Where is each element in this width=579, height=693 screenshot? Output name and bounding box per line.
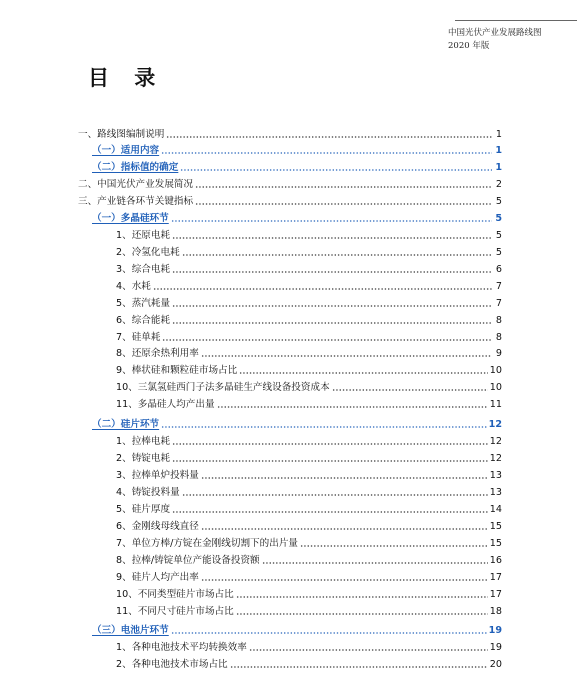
toc-entry[interactable] [116, 588, 502, 601]
toc-dot-leader [332, 389, 488, 391]
toc-entry[interactable] [116, 452, 502, 465]
toc-dot-leader [172, 443, 488, 445]
toc-entry-label: 1、还原电耗 [116, 230, 171, 241]
toc-entry-page-number: 9 [495, 348, 502, 359]
toc-entry-label: 11、不同尺寸硅片市场占比 [116, 606, 234, 617]
toc-dot-leader [236, 613, 488, 615]
toc-entry[interactable] [116, 381, 502, 394]
toc-entry-label: 1、拉棒电耗 [116, 436, 171, 447]
toc-entry-page-number: 12 [489, 436, 502, 447]
toc-entry-page-number: 19 [489, 642, 502, 653]
toc-entry-page-number: 2 [495, 179, 502, 190]
toc-dot-leader [161, 152, 492, 154]
toc-entry[interactable] [92, 212, 502, 225]
toc-dot-leader [249, 649, 488, 651]
toc-dot-leader [171, 220, 492, 222]
toc-entry[interactable] [78, 195, 502, 208]
toc-entry-page-number: 7 [495, 298, 502, 309]
toc-entry-label: （一）适用内容 [92, 145, 160, 156]
toc-dot-leader [217, 406, 488, 408]
toc-dot-leader [230, 666, 488, 668]
toc-dot-leader [300, 545, 488, 547]
toc-entry[interactable] [78, 128, 502, 141]
toc-entry[interactable] [116, 435, 502, 448]
toc-entry[interactable] [92, 144, 502, 157]
toc-entry[interactable] [116, 658, 502, 671]
toc-entry-page-number: 18 [489, 606, 502, 617]
toc-entry[interactable] [116, 347, 502, 360]
toc-entry-label: 8、还原余热利用率 [116, 348, 199, 359]
toc-entry[interactable] [116, 314, 502, 327]
toc-entry-label: （二）硅片环节 [92, 419, 160, 430]
toc-entry-page-number: 15 [489, 521, 502, 532]
toc-dot-leader [172, 460, 488, 462]
toc-entry-label: 9、硅片人均产出率 [116, 572, 199, 583]
toc-dot-leader [172, 237, 492, 239]
toc-entry[interactable] [116, 605, 502, 618]
toc-entry-label: 3、拉棒单炉投料量 [116, 470, 199, 481]
toc-dot-leader [201, 528, 488, 530]
toc-entry-page-number: 17 [489, 589, 502, 600]
toc-entry-page-number: 17 [489, 572, 502, 583]
toc-entry-page-number: 12 [488, 419, 502, 430]
toc-dot-leader [239, 372, 488, 374]
toc-entry-page-number: 16 [489, 555, 502, 566]
toc-dot-leader [201, 579, 488, 581]
toc-dot-leader [201, 477, 488, 479]
toc-entry[interactable] [116, 263, 502, 276]
toc-entry-label: （一）多晶硅环节 [92, 213, 169, 224]
toc-entry-label: 6、金刚线母线直径 [116, 521, 199, 532]
header-edition: 2020 年版 [448, 41, 490, 51]
toc-entry-label: （三）电池片环节 [92, 625, 169, 636]
toc-entry-label: 2、冷氢化电耗 [116, 247, 180, 258]
toc-entry[interactable] [116, 641, 502, 654]
toc-entry-label: 7、单位方棒/方锭在金刚线切割下的出片量 [116, 538, 299, 549]
toc-dot-leader [195, 186, 492, 188]
toc-entry-page-number: 13 [489, 487, 502, 498]
toc-entry[interactable] [116, 554, 502, 567]
toc-entry-label: 三、产业链各环节关键指标 [78, 196, 194, 207]
toc-entry-page-number: 1 [495, 129, 502, 140]
toc-entry[interactable] [92, 161, 502, 174]
toc-dot-leader [236, 596, 488, 598]
toc-dot-leader [180, 169, 492, 171]
toc-dot-leader [182, 494, 488, 496]
toc-entry-label: 10、不同类型硅片市场占比 [116, 589, 234, 600]
toc-entry-page-number: 10 [489, 365, 502, 376]
toc-entry[interactable] [116, 398, 502, 411]
toc-entry-label: 7、硅单耗 [116, 332, 161, 343]
toc-dot-leader [166, 136, 492, 138]
toc-entry-page-number: 7 [495, 281, 502, 292]
toc-entry[interactable] [78, 178, 502, 191]
toc-entry-page-number: 6 [495, 264, 502, 275]
toc-dot-leader [195, 203, 492, 205]
toc-dot-leader [162, 339, 492, 341]
toc-entry-label: 8、拉棒/铸锭单位产能设备投资额 [116, 555, 260, 566]
toc-dot-leader [172, 271, 492, 273]
toc-entry-page-number: 10 [489, 382, 502, 393]
toc-dot-leader [182, 254, 492, 256]
toc-entry-page-number: 1 [495, 145, 502, 156]
toc-entry-page-number: 19 [488, 625, 502, 636]
toc-entry-page-number: 5 [495, 247, 502, 258]
toc-entry-label: 5、蒸汽耗量 [116, 298, 171, 309]
toc-entry-page-number: 11 [489, 399, 502, 410]
toc-entry-label: 5、硅片厚度 [116, 504, 171, 515]
toc-entry-label: 4、铸锭投料量 [116, 487, 180, 498]
toc-entry[interactable] [116, 331, 502, 344]
toc-entry[interactable] [116, 571, 502, 584]
toc-entry-label: 4、水耗 [116, 281, 151, 292]
toc-entry-label: 一、路线图编制说明 [78, 129, 165, 140]
toc-entry[interactable] [116, 537, 502, 550]
toc-entry-page-number: 1 [495, 162, 502, 173]
toc-entry[interactable] [116, 246, 502, 259]
toc-entry-label: 2、铸锭电耗 [116, 453, 171, 464]
toc-dot-leader [171, 632, 487, 634]
toc-entry[interactable] [92, 624, 502, 637]
toc-entry-label: 11、多晶硅人均产出量 [116, 399, 215, 410]
toc-dot-leader [172, 511, 488, 513]
toc-entry-label: 2、各种电池技术市场占比 [116, 659, 228, 670]
toc-dot-leader [172, 305, 492, 307]
toc-entry-page-number: 5 [495, 213, 502, 224]
toc-entry-page-number: 5 [495, 230, 502, 241]
header-rule [455, 20, 577, 21]
toc-entry-page-number: 15 [489, 538, 502, 549]
toc-entry[interactable] [116, 469, 502, 482]
toc-entry[interactable] [116, 486, 502, 499]
toc-entry[interactable] [92, 418, 502, 431]
page-title: 目 录 [88, 66, 165, 90]
toc-entry-page-number: 8 [495, 315, 502, 326]
toc-entry-page-number: 8 [495, 332, 502, 343]
toc-entry-page-number: 14 [489, 504, 502, 515]
toc-entry-label: 1、各种电池技术平均转换效率 [116, 642, 247, 653]
toc-entry-label: 10、三氯氢硅西门子法多晶硅生产线设备投资成本 [116, 382, 330, 393]
toc-entry[interactable] [116, 229, 502, 242]
toc-dot-leader [172, 322, 492, 324]
toc-entry-label: 6、综合能耗 [116, 315, 171, 326]
toc-entry[interactable] [116, 280, 502, 293]
toc-dot-leader [161, 426, 486, 428]
toc-entry-page-number: 12 [489, 453, 502, 464]
toc-entry[interactable] [116, 520, 502, 533]
toc-entry-page-number: 20 [489, 659, 502, 670]
toc-entry[interactable] [116, 503, 502, 516]
toc-entry[interactable] [116, 364, 502, 377]
toc-dot-leader [201, 355, 492, 357]
header-report-title: 中国光伏产业发展路线图 [448, 28, 542, 38]
toc-entry-page-number: 5 [495, 196, 502, 207]
toc-entry-label: 3、综合电耗 [116, 264, 171, 275]
toc-entry[interactable] [116, 297, 502, 310]
toc-entry-label: 9、棒状硅和颗粒硅市场占比 [116, 365, 238, 376]
toc-dot-leader [153, 288, 492, 290]
toc-entry-page-number: 13 [489, 470, 502, 481]
toc-entry-label: 二、中国光伏产业发展简况 [78, 179, 194, 190]
toc-entry-label: （二）指标值的确定 [92, 162, 179, 173]
toc-dot-leader [262, 562, 488, 564]
